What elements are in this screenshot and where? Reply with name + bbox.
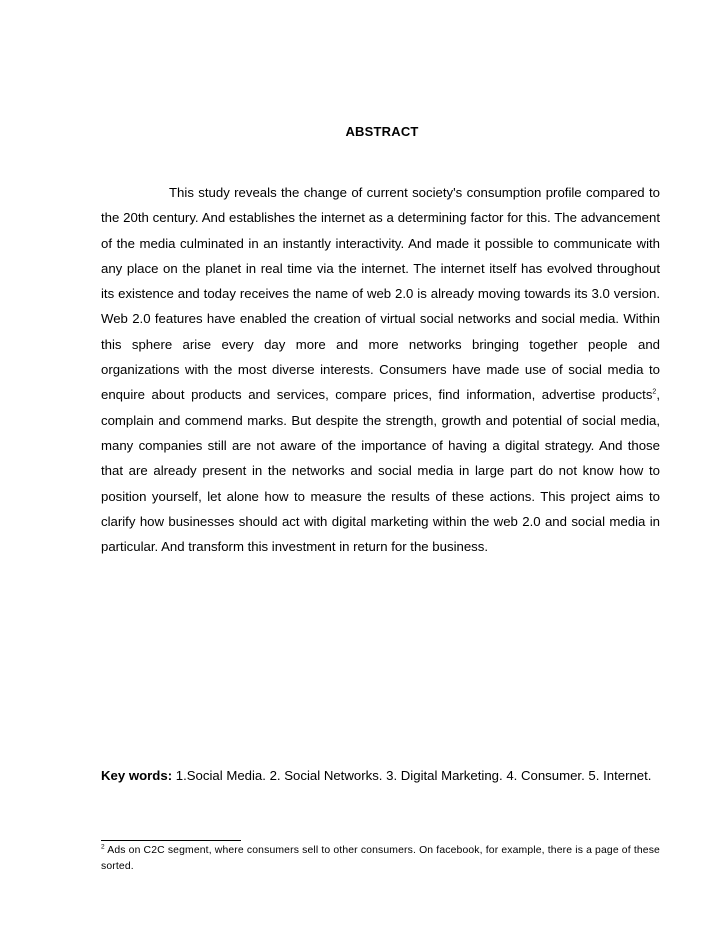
footnote-marker: 2 xyxy=(101,843,105,851)
keywords-list: 1.Social Media. 2. Social Networks. 3. Digital Marketing. 4. Consumer. 5. Internet. xyxy=(172,768,652,783)
abstract-text-part-1: This study reveals the change of current society's consumption profile compared to the 20th century. And establishes the internet as a determining factor for this. The advancement of the media culminated in an instantly interactivity. And made it possible to communicate with any place on the planet in real time via the internet. The internet itself has evolved throughout its existence and today receives the name of web 2.0 is already moving towards its 3.0 version. Web 2.0 features have enabled the creation of virtual social networks and social media. Within this sphere arise every day more and more networks bringing together people and organizations with the most diverse interests. Consumers have made use of social media to enquire about products and services, compare prices, find information, advertise products xyxy=(101,185,660,403)
keywords-label: Key words: xyxy=(101,768,173,783)
footnote xyxy=(101,843,660,875)
footnote-text: Ads on C2C segment, where consumers sell to other consumers. On facebook, for example, there is a page of these sorted. xyxy=(101,845,660,872)
footnote-reference: 2 xyxy=(652,388,657,396)
abstract-paragraph xyxy=(101,180,660,559)
footnote-divider xyxy=(101,840,241,841)
keywords-paragraph xyxy=(101,763,660,788)
page-title: ABSTRACT xyxy=(345,124,419,139)
abstract-text-part-2: , complain and commend marks. But despite the strength, growth and potential of social media, many companies still are not aware of the importance of having a digital strategy. And those that are already present in the networks and social media in large part do not know how to position yourself, let alone how to measure the results of these actions. This project aims to clarify how businesses should act with digital marketing within the web 2.0 and social media in particular. And transform this investment in return for the business. xyxy=(101,387,660,555)
